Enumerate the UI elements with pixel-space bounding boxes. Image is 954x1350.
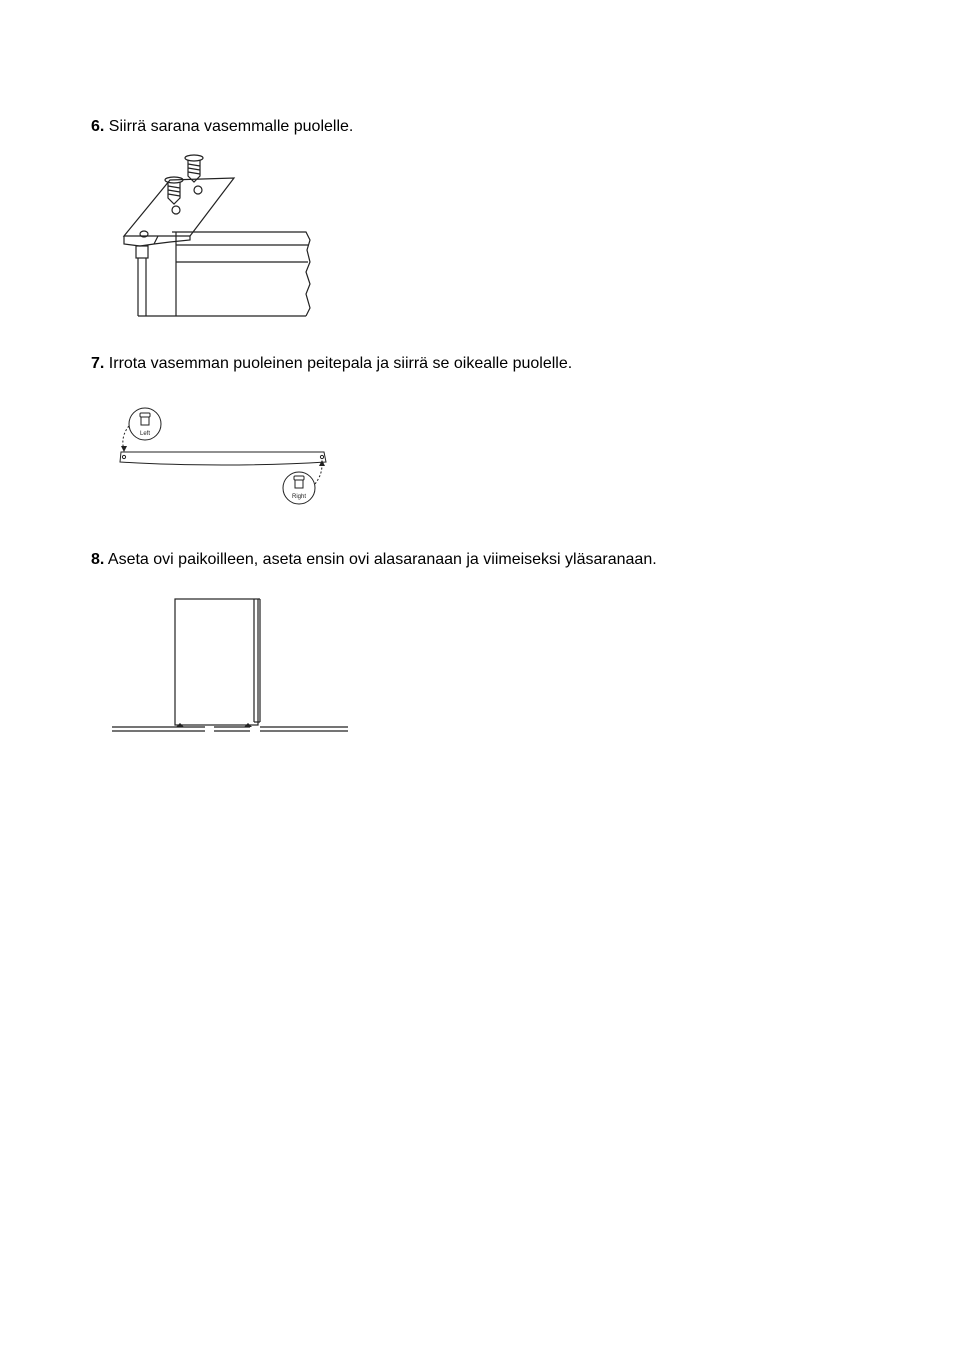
arrow-icon xyxy=(121,446,127,452)
arrow-icon xyxy=(319,460,325,466)
step-7-instruction xyxy=(91,354,572,374)
left-label: Left xyxy=(139,431,151,437)
step-7-text: Irrota vasemman puoleinen peitepala ja siirrä se oikealle puolelle. xyxy=(108,355,573,372)
step-8-instruction xyxy=(91,550,657,570)
door-illustration xyxy=(110,596,354,736)
step-6-text: Siirrä sarana vasemmalle puolelle. xyxy=(108,118,354,135)
hinge-hole xyxy=(172,206,180,214)
step-8-number: 8. xyxy=(91,551,105,568)
step-6-number: 6. xyxy=(91,118,105,135)
screw-icon xyxy=(165,177,183,204)
screw-icon xyxy=(185,155,203,182)
cap-icon xyxy=(140,413,150,425)
step-6-instruction xyxy=(91,117,353,137)
step-7-number: 7. xyxy=(91,355,105,372)
hinge-illustration xyxy=(110,150,320,322)
cover-strip xyxy=(120,452,326,465)
hinge-hole xyxy=(194,186,202,194)
cap-icon xyxy=(294,476,304,488)
fridge-body xyxy=(175,599,258,725)
step-8-text: Aseta ovi paikoilleen, aseta ensin ovi alasaranaan ja viimeiseksi yläsaranaan. xyxy=(107,551,657,568)
hinge-pin xyxy=(136,246,148,258)
cover-piece-illustration xyxy=(112,404,334,508)
right-label: Right xyxy=(291,494,307,500)
